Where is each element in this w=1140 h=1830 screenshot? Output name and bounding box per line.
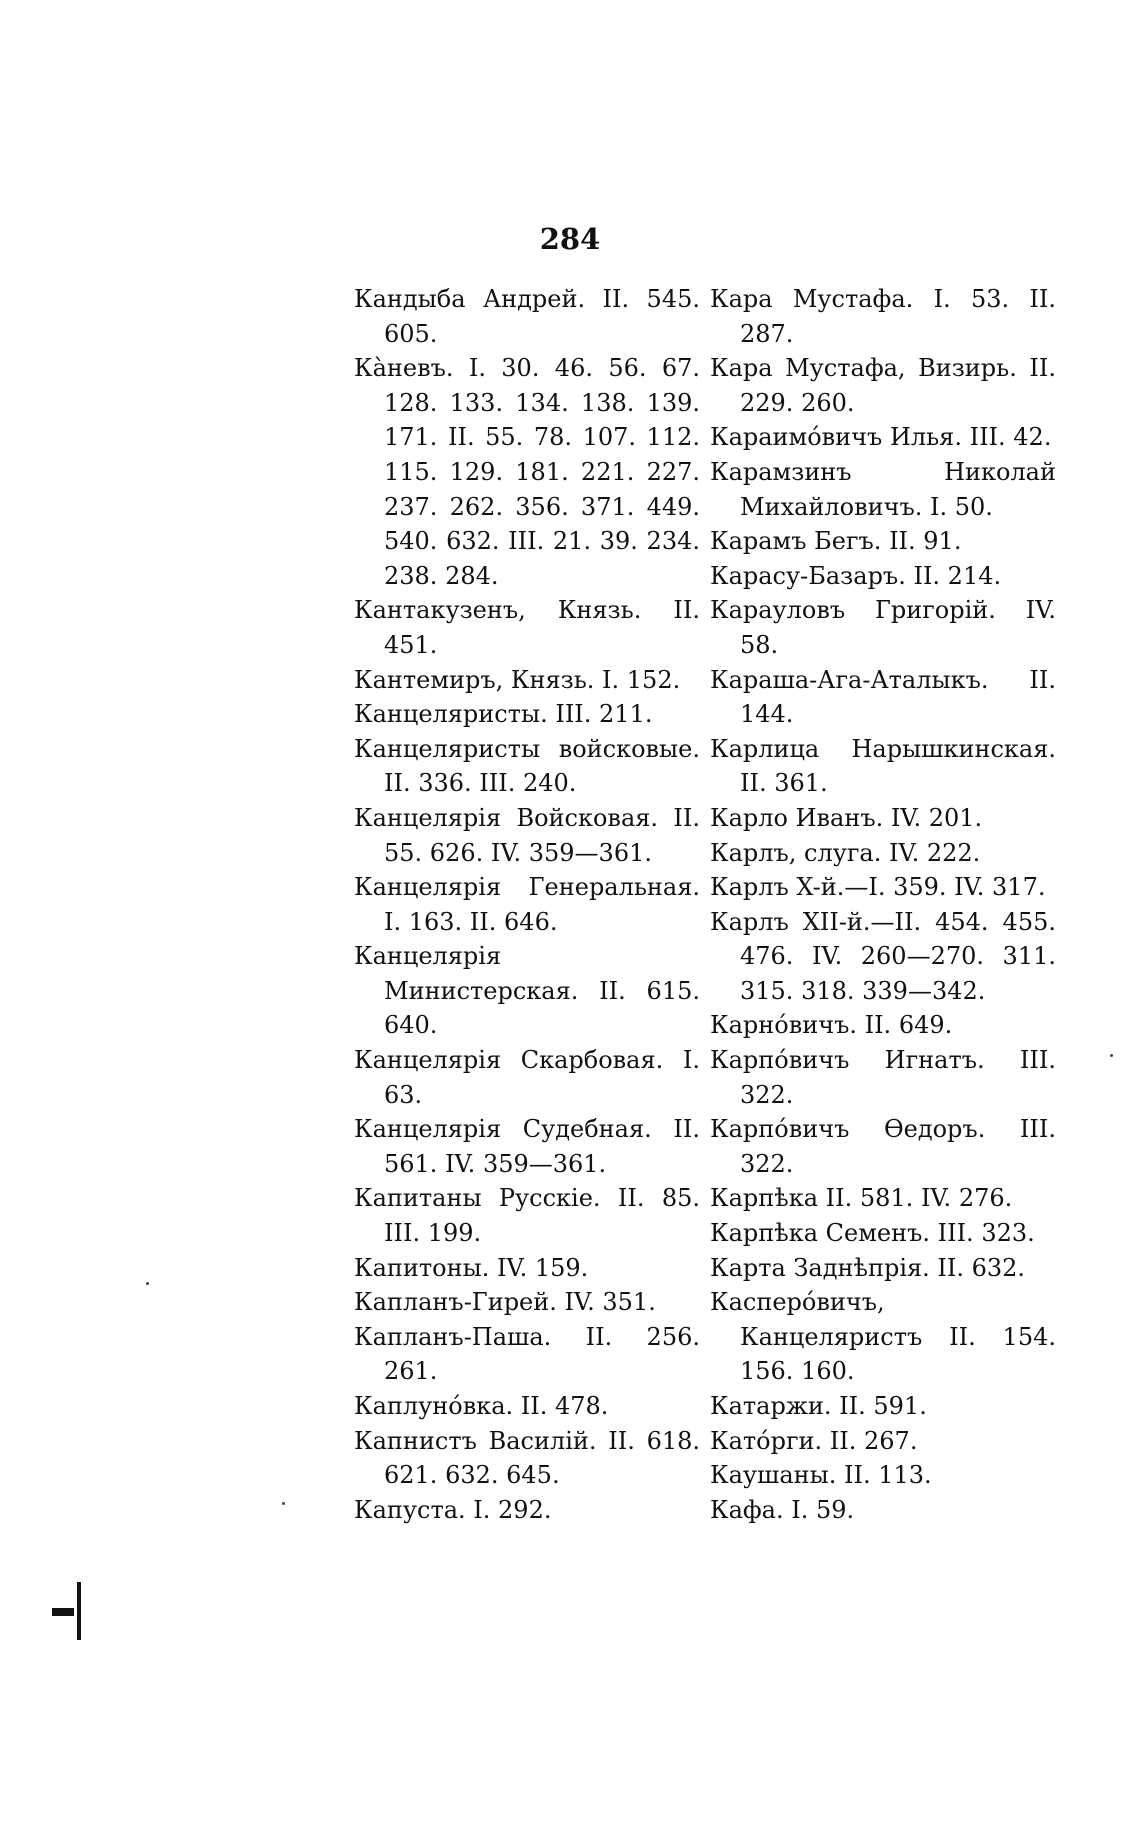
margin-bracket-mark xyxy=(52,1582,82,1640)
print-speck xyxy=(282,1502,285,1505)
index-entry: Каплуно́вка. II. 478. xyxy=(354,1392,609,1420)
index-entry: Карло Иванъ. IV. 201. xyxy=(710,803,983,832)
index-entry: Карпо́вичъ Өедоръ. III. 322. xyxy=(710,1115,1056,1178)
index-entry: Карауловъ Григорій. IV. 58. xyxy=(710,596,1056,659)
index-entry: Каушаны. II. 113. xyxy=(710,1461,932,1490)
index-entry: Капланъ-Паша. II. 256. 261. xyxy=(354,1322,700,1386)
index-entry: Карпѣка Семенъ. III. 323. xyxy=(710,1219,1035,1248)
index-entry: Кантемиръ, Князь. I. 152. xyxy=(354,665,681,694)
index-entry: Канцеляристы. III. 211. xyxy=(354,700,653,729)
index-entry: Кафа. I. 59. xyxy=(710,1495,855,1524)
index-entry: Карамзинъ Николай Михайловичъ. I. 50. xyxy=(710,457,1056,521)
index-entry: Карлъ X-й.—I. 359. IV. 317. xyxy=(710,873,1046,902)
index-entry: Канцелярія Судебная. II. 561. IV. 359—361. xyxy=(354,1115,700,1178)
index-entry: Канцелярія Войсковая. II. 55. 626. IV. 359—361. xyxy=(354,803,700,867)
print-speck xyxy=(1110,1054,1113,1057)
index-entry: Касперо́вичъ, Канцеляристъ II. 154. 156. 160. xyxy=(710,1288,1056,1386)
index-entry: Като́рги. II. 267. xyxy=(710,1426,918,1455)
index-entry: Кантакузенъ, Князь. II. 451. xyxy=(354,596,700,659)
index-entry: Карно́вичъ. II. 649. xyxy=(710,1011,953,1040)
index-entry: Канцелярія Министерская. II. 615. 640. xyxy=(354,942,700,1040)
index-entry: Карлъ XII-й.—II. 454. 455. 476. IV. 260—270. 311. 315. 318. 339—342. xyxy=(710,907,1056,1005)
page-number: 284 xyxy=(539,222,601,256)
index-entry: Кандыба Андрей. II. 545. 605. xyxy=(354,285,700,348)
index-entry: Карасу-Базаръ. II. 214. xyxy=(710,561,1002,590)
index-column-right xyxy=(710,282,1056,1527)
index-entry: Капитоны. IV. 159. xyxy=(354,1253,589,1282)
index-entry: Караимо́вичъ Илья. III. 42. xyxy=(710,423,1052,452)
index-entry: Катаржи. II. 591. xyxy=(710,1392,927,1420)
index-entry: Карта Заднѣпрія. II. 632. xyxy=(710,1253,1026,1282)
index-entry: Карпо́вичъ Игнатъ. III. 322. xyxy=(710,1046,1056,1109)
index-entry: Кàневъ. I. 30. 46. 56. 67. 128. 133. 134. 138. 139. 171. II. 55. 78. 107. 112. 115. 129. 181. 221. 227. 237. 262. 356. 371. 449. 540. 632. III. 21. 39. 234. 238. 284. xyxy=(354,354,700,590)
index-entry: Кара Мустафа, Визирь. II. 229. 260. xyxy=(710,354,1056,417)
index-entry: Капуста. I. 292. xyxy=(354,1495,552,1524)
margin-mark-bar xyxy=(77,1582,81,1640)
index-entry: Карамъ Бегъ. II. 91. xyxy=(710,527,962,556)
index-entry: Карлица Нарышкинская. II. 361. xyxy=(710,734,1056,798)
index-entry: Караша-Ага-Аталыкъ. II. 144. xyxy=(710,665,1056,729)
index-column-left xyxy=(354,282,700,1527)
index-entry: Карпѣка II. 581. IV. 276. xyxy=(710,1184,1013,1213)
index-entry: Капнистъ Василій. II. 618. 621. 632. 645. xyxy=(354,1426,700,1490)
margin-mark-dots xyxy=(52,1608,74,1616)
index-entry: Канцелярія Скарбовая. I. 63. xyxy=(354,1046,700,1109)
index-entry: Кара Мустафа. I. 53. II. 287. xyxy=(710,285,1056,348)
index-entry: Карлъ, слуга. IV. 222. xyxy=(710,838,981,867)
index-entry: Канцелярія Генеральная. I. 163. II. 646. xyxy=(354,873,700,936)
index-entry: Канцеляристы войсковые. II. 336. III. 240. xyxy=(354,734,700,798)
print-speck xyxy=(146,1282,149,1285)
index-entry: Капланъ-Гирей. IV. 351. xyxy=(354,1288,656,1317)
index-entry: Капитаны Русскіе. II. 85. III. 199. xyxy=(354,1184,700,1248)
